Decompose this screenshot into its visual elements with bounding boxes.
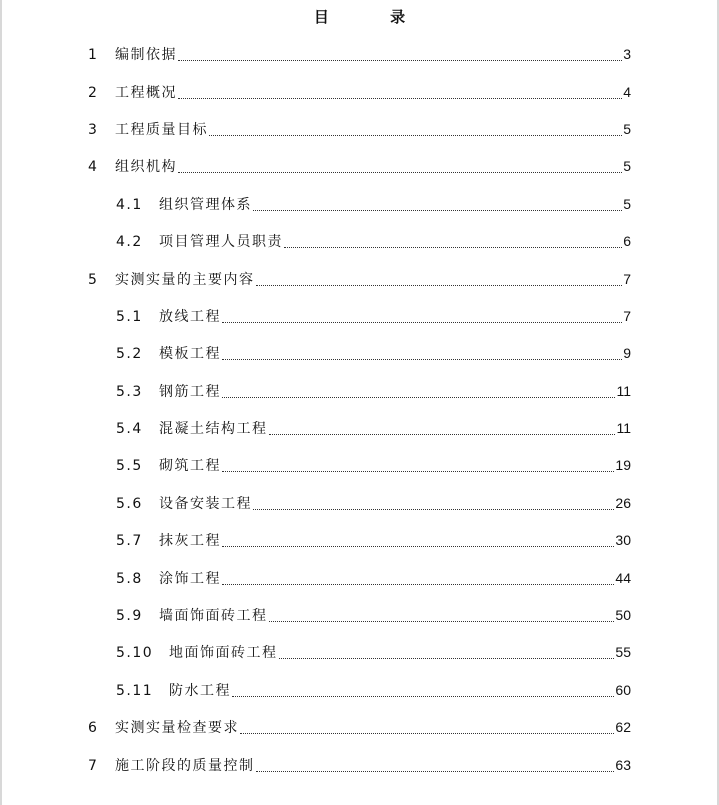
toc-subentry[interactable] bbox=[0, 597, 719, 634]
toc-entry-label: 防水工程 bbox=[169, 682, 231, 699]
toc-entry-label: 抹灰工程 bbox=[159, 533, 221, 550]
toc-entry-label: 实测实量检查要求 bbox=[115, 720, 239, 737]
toc-entry-page: 30 bbox=[615, 532, 631, 549]
dot-leader bbox=[222, 358, 622, 360]
toc-entry-number: 5.2 bbox=[116, 346, 143, 363]
toc-subentry[interactable] bbox=[0, 186, 719, 223]
toc-entry-page: 5 bbox=[623, 158, 631, 175]
toc-entry-number: 6 bbox=[88, 720, 99, 737]
dot-leader bbox=[222, 583, 614, 585]
toc-entry-label: 放线工程 bbox=[159, 308, 221, 325]
toc-entry-number: 5.6 bbox=[116, 495, 143, 512]
toc-entry-page: 11 bbox=[616, 420, 631, 437]
toc-entry[interactable] bbox=[0, 709, 719, 746]
toc-subentry[interactable] bbox=[0, 522, 719, 559]
toc-entry-label: 工程质量目标 bbox=[115, 121, 208, 138]
toc-entry-label: 组织管理体系 bbox=[159, 196, 252, 213]
toc-subentry[interactable] bbox=[0, 559, 719, 596]
toc-entry-page: 4 bbox=[623, 83, 631, 100]
toc-entry-number: 5.4 bbox=[116, 421, 143, 438]
toc-entry-number: 5.9 bbox=[116, 608, 143, 625]
toc-entry[interactable] bbox=[0, 148, 719, 185]
dot-leader bbox=[222, 470, 614, 472]
toc-entry-number: 7 bbox=[88, 757, 99, 774]
toc-subentry[interactable] bbox=[0, 485, 719, 522]
dot-leader bbox=[178, 97, 622, 99]
toc-entry-page: 50 bbox=[615, 607, 631, 624]
toc-title: 目 录 bbox=[313, 8, 434, 26]
toc-entry-number: 5.5 bbox=[116, 458, 143, 475]
toc-entry-page: 5 bbox=[623, 195, 631, 212]
dot-leader bbox=[269, 433, 616, 435]
toc-subentry[interactable] bbox=[0, 335, 719, 372]
toc-entry-number: 5.3 bbox=[116, 383, 143, 400]
toc-entry-label: 工程概况 bbox=[115, 84, 177, 101]
toc-entry-label: 地面饰面砖工程 bbox=[169, 645, 278, 662]
dot-leader bbox=[253, 209, 622, 211]
toc-entry-page: 7 bbox=[623, 270, 631, 287]
dot-leader bbox=[222, 396, 615, 398]
toc-entry-number: 4.1 bbox=[116, 196, 143, 213]
toc-entry-number: 5.7 bbox=[116, 533, 143, 550]
toc-entry-number: 5.10 bbox=[116, 645, 154, 662]
toc-entry-label: 编制依据 bbox=[115, 47, 177, 64]
dot-leader bbox=[240, 732, 614, 734]
dot-leader bbox=[279, 657, 615, 659]
toc-subentry[interactable] bbox=[0, 410, 719, 447]
toc-entry-number: 1 bbox=[88, 47, 99, 64]
dot-leader bbox=[269, 620, 615, 622]
toc-entry-label: 墙面饰面砖工程 bbox=[159, 608, 268, 625]
toc-subentry[interactable] bbox=[0, 447, 719, 484]
toc-entry-number: 5.11 bbox=[116, 682, 154, 699]
toc-entry-page: 55 bbox=[615, 644, 631, 661]
dot-leader bbox=[178, 59, 622, 61]
toc-entry-number: 5 bbox=[88, 271, 99, 288]
toc-entry-page: 7 bbox=[623, 307, 631, 324]
dot-leader bbox=[256, 770, 615, 772]
toc-entry-label: 涂饰工程 bbox=[159, 570, 221, 587]
toc-entry-page: 6 bbox=[623, 233, 631, 250]
toc-entry-label: 实测实量的主要内容 bbox=[115, 271, 255, 288]
toc-subentry[interactable] bbox=[0, 672, 719, 709]
toc-entry[interactable] bbox=[0, 36, 719, 73]
toc-entry[interactable] bbox=[0, 73, 719, 110]
toc-subentry[interactable] bbox=[0, 373, 719, 410]
toc-entry-number: 4.2 bbox=[116, 234, 143, 251]
toc-subentry[interactable] bbox=[0, 634, 719, 671]
dot-leader bbox=[256, 284, 623, 286]
dot-leader bbox=[178, 171, 622, 173]
toc-entry-page: 26 bbox=[615, 494, 631, 511]
toc-entry-number: 5.8 bbox=[116, 570, 143, 587]
toc-entry[interactable] bbox=[0, 111, 719, 148]
toc-entry-page: 9 bbox=[623, 345, 631, 362]
toc-entry-number: 5.1 bbox=[116, 308, 143, 325]
dot-leader bbox=[284, 246, 622, 248]
toc-entry-label: 模板工程 bbox=[159, 346, 221, 363]
toc-subentry[interactable] bbox=[0, 223, 719, 260]
toc-entry[interactable] bbox=[0, 260, 719, 297]
toc-entry-number: 2 bbox=[88, 84, 99, 101]
toc-entry-label: 混凝土结构工程 bbox=[159, 421, 268, 438]
toc-entry-label: 组织机构 bbox=[115, 159, 177, 176]
toc-entry-page: 5 bbox=[623, 120, 631, 137]
toc-entry-number: 3 bbox=[88, 121, 99, 138]
toc-entry-label: 砌筑工程 bbox=[159, 458, 221, 475]
dot-leader bbox=[253, 508, 614, 510]
toc-entry-label: 项目管理人员职责 bbox=[159, 234, 283, 251]
toc-entry-page: 3 bbox=[623, 46, 631, 63]
dot-leader bbox=[222, 545, 614, 547]
toc-entry-page: 62 bbox=[615, 719, 631, 736]
toc-entry-label: 钢筋工程 bbox=[159, 383, 221, 400]
dot-leader bbox=[209, 134, 622, 136]
toc-entry-label: 施工阶段的质量控制 bbox=[115, 757, 255, 774]
toc-entry-page: 19 bbox=[615, 457, 631, 474]
toc-entry-page: 44 bbox=[615, 569, 631, 586]
toc-entry-page: 63 bbox=[615, 756, 631, 773]
dot-leader bbox=[232, 695, 614, 697]
toc-entry-page: 60 bbox=[615, 681, 631, 698]
toc-entry-label: 设备安装工程 bbox=[159, 495, 252, 512]
toc-entry-number: 4 bbox=[88, 159, 99, 176]
table-of-contents bbox=[0, 36, 719, 784]
toc-entry[interactable] bbox=[0, 746, 719, 783]
toc-entry-page: 11 bbox=[616, 382, 631, 399]
toc-subentry[interactable] bbox=[0, 298, 719, 335]
dot-leader bbox=[222, 321, 622, 323]
